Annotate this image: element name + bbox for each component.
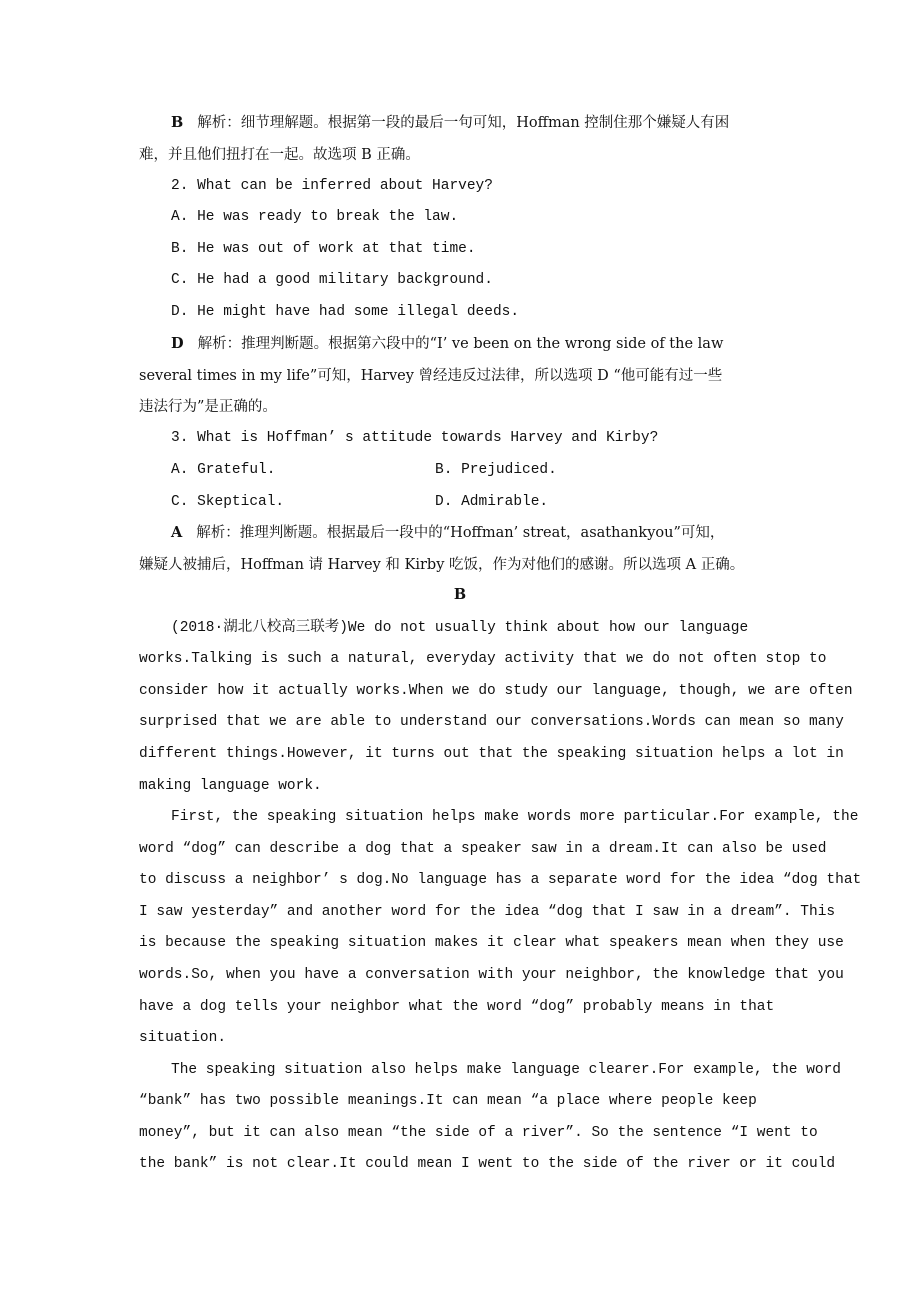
p2-line: is because the speaking situation makes it clear what speakers mean when they use <box>139 935 844 951</box>
q2-stem: 2. What can be inferred about Harvey? <box>171 178 493 194</box>
p3-line: The speaking situation also helps make language clearer.For example, the word <box>171 1062 842 1078</box>
p1-line: works.Talking is such a natural, everyday activity that we do not often stop to <box>139 651 827 667</box>
q1-answer-line-1 <box>171 113 831 133</box>
p1-line: making language work. <box>139 778 322 794</box>
p2-line: words.So, when you have a conversation with your neighbor, the knowledge that you <box>139 967 844 983</box>
q3-option-d: D. Admirable. <box>435 494 549 510</box>
q2-option-b: B. He was out of work at that time. <box>171 241 476 257</box>
p1-line: consider how it actually works.When we do study our language, though, we are often <box>139 683 853 699</box>
p2-line: First, the speaking situation helps make words more particular.For example, the <box>171 809 859 825</box>
q3-option-c: C. Skeptical. <box>171 494 285 510</box>
p1-line: (2018·湖北八校高三联考)We do not usually think about how our language <box>171 620 749 636</box>
q1-answer-letter: B <box>171 114 184 131</box>
p2-line: word “dog” can describe a dog that a speaker saw in a dream.It can also be used <box>139 841 827 857</box>
q2-option-a: A. He was ready to break the law. <box>171 209 459 225</box>
p1-line: surprised that we are able to understand our conversations.Words can mean so many <box>139 714 844 730</box>
q3-explanation-2: 嫌疑人被捕后，Hoffman 请 Harvey 和 Kirby 吃饭，作为对他们的感谢。所以选项 A 正确。 <box>139 557 745 573</box>
section-b-heading: B <box>453 586 467 603</box>
p3-line: the bank” is not clear.It could mean I went to the side of the river or it could <box>139 1156 836 1172</box>
p2-line: I saw yesterday” and another word for the idea “dog that I saw in a dream”. This <box>139 904 836 920</box>
p2-line: situation. <box>139 1030 227 1046</box>
p1-line: different things.However, it turns out that the speaking situation helps a lot in <box>139 746 844 762</box>
q1-explanation-1: 解析：细节理解题。根据第一段的最后一句可知，Hoffman 控制住那个嫌疑人有困 <box>197 115 730 131</box>
p2-line: to discuss a neighbor’ s dog.No language has a separate word for the idea “dog that <box>139 872 862 888</box>
q2-option-d: D. He might have had some illegal deeds. <box>171 304 520 320</box>
q3-explanation-1: 解析：推理判断题。根据最后一段中的“Hoffman’ streat，asathankyou”可知， <box>196 525 725 541</box>
q3-answer-line-1 <box>171 523 831 543</box>
q2-explanation-1: 解析：推理判断题。根据第六段中的“I’ ve been on the wrong side of the law <box>197 336 724 352</box>
q1-explanation-2: 难，并且他们扭打在一起。故选项 B 正确。 <box>139 147 420 163</box>
q2-explanation-3: 违法行为”是正确的。 <box>139 399 277 415</box>
q3-option-b: B. Prejudiced. <box>435 462 557 478</box>
q2-answer-letter: D <box>171 335 184 352</box>
p3-line: money”, but it can also mean “the side of a river”. So the sentence “I went to <box>139 1125 818 1141</box>
p3-line: “bank” has two possible meanings.It can mean “a place where people keep <box>139 1093 757 1109</box>
q2-option-c: C. He had a good military background. <box>171 272 493 288</box>
p2-line: have a dog tells your neighbor what the word “dog” probably means in that <box>139 999 775 1015</box>
q3-stem: 3. What is Hoffman’ s attitude towards Harvey and Kirby? <box>171 430 659 446</box>
q2-answer-line-1 <box>171 334 831 354</box>
q3-option-a: A. Grateful. <box>171 462 276 478</box>
q2-explanation-2: several times in my life”可知，Harvey 曾经违反过法律，所以选项 D “他可能有过一些 <box>139 368 723 384</box>
q3-answer-letter: A <box>171 524 183 541</box>
